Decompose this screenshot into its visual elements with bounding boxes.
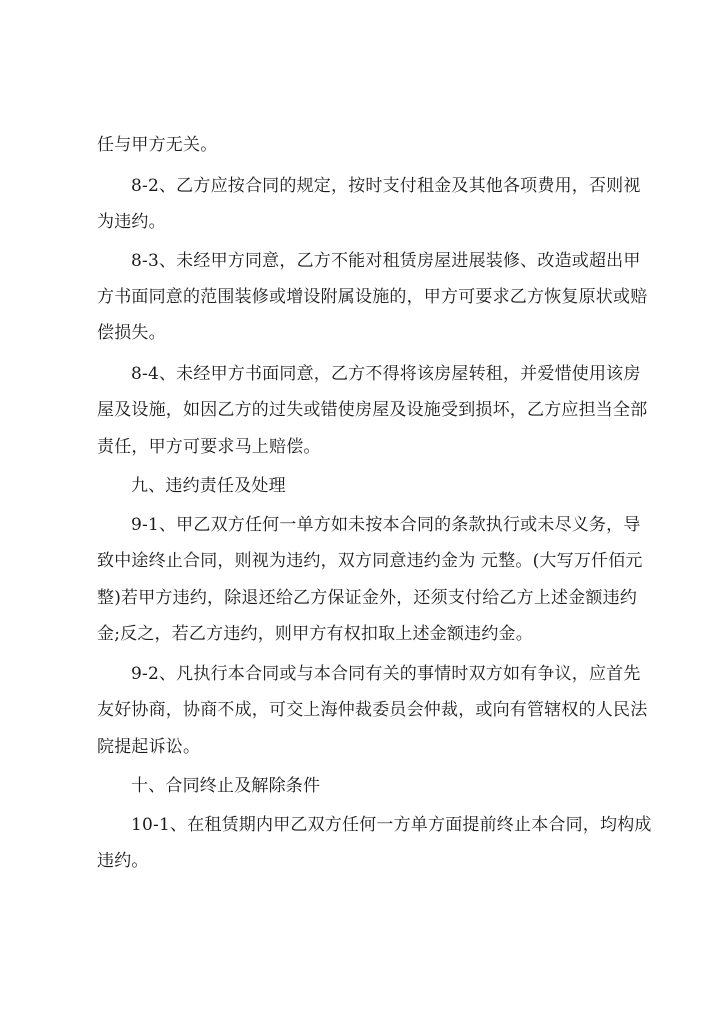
clause-8-3-line-1: 8-3、未经甲方同意，乙方不能对租赁房屋进展装修、改造或超出甲 [131, 251, 641, 271]
clause-8-2-line-2: 为违约。 [97, 212, 166, 232]
clause-8-4-line-2: 屋及设施，如因乙方的过失或错使房屋及设施受到损坏，乙方应担当全部 [97, 400, 648, 420]
clause-8-4-line-1: 8-4、未经甲方书面同意，乙方不得将该房屋转租，并爱惜使用该房 [131, 364, 641, 384]
clause-8-3-line-3: 偿损失。 [97, 323, 166, 343]
clause-9-1-line-4: 金;反之，若乙方违约，则甲方有权扣取上述金额违约金。 [97, 624, 533, 644]
clause-9-1-line-3: 整)若甲方违约，除退还给乙方保证金外，还须支付给乙方上述金额违约 [97, 588, 638, 608]
text-line-1: 任与甲方无关。 [97, 135, 218, 155]
clause-8-4-line-3: 责任，甲方可要求马上赔偿。 [97, 437, 321, 457]
clause-10-1-line-2: 违约。 [97, 851, 149, 871]
clause-9-2-line-3: 院提起诉讼。 [97, 737, 201, 757]
section-9-heading: 九、违约责任及处理 [131, 476, 286, 496]
clause-10-1-line-1: 10-1、在租赁期内甲乙双方任何一方单方面提前终止本合同，均构成 [131, 815, 652, 835]
clause-9-2-line-2: 友好协商，协商不成，可交上海仲裁委员会仲裁，或向有管辖权的人民法 [97, 700, 648, 720]
clause-9-2-line-1: 9-2、凡执行本合同或与本合同有关的事情时双方如有争议，应首先 [131, 664, 641, 684]
clause-8-2-line-1: 8-2、乙方应按合同的规定，按时支付租金及其他各项费用，否则视 [131, 176, 641, 196]
section-10-heading: 十、合同终止及解除条件 [131, 776, 321, 796]
clause-9-1-line-1: 9-1、甲乙双方任何一单方如未按本合同的条款执行或未尽义务，导 [131, 515, 641, 535]
clause-8-3-line-2: 方书面同意的范围装修或增设附属设施的，甲方可要求乙方恢复原状或赔 [97, 287, 648, 307]
clause-9-1-line-2: 致中途终止合同，则视为违约，双方同意违约金为 元整。(大写万仟佰元 [97, 551, 643, 571]
